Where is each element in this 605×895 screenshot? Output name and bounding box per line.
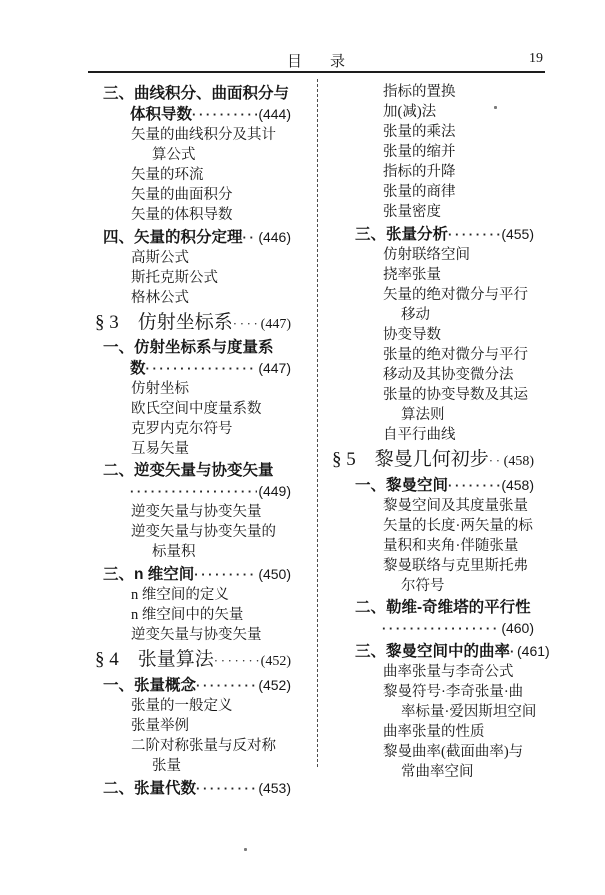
toc-entry-text: 标量积 <box>152 544 196 560</box>
toc-entry-right-30 <box>322 682 534 702</box>
toc-entry-left-34 <box>95 778 291 799</box>
toc-entry-left-20 <box>95 481 291 502</box>
toc-entry-left-9 <box>95 248 291 268</box>
toc-entry-left-11 <box>95 288 291 308</box>
toc-entry-text: 矢量的环流 <box>131 167 204 183</box>
toc-entry-text: 常曲率空间 <box>401 764 474 780</box>
toc-entry-text: 曲率张量的性质 <box>383 724 485 740</box>
toc-entry-right-3 <box>322 122 534 142</box>
dot-leader <box>214 649 260 672</box>
toc-entry-left-12 <box>95 312 291 336</box>
toc-entry-right-32 <box>322 722 534 742</box>
toc-entry-text: 二阶对称张量与反对称 <box>131 738 276 754</box>
toc-entry-text: 指标的升降 <box>383 164 456 180</box>
toc-entry-text: 挠率张量 <box>383 267 441 283</box>
toc-entry-right-4 <box>322 142 534 162</box>
toc-entry-text: 互易矢量 <box>131 441 189 457</box>
toc-entry-text: 率标量·爱因斯坦空间 <box>401 704 537 720</box>
toc-entry-right-18 <box>322 425 534 445</box>
toc-column-left <box>95 82 291 799</box>
toc-entry-page-number: (447) <box>258 360 291 376</box>
toc-entry-right-27 <box>322 618 534 639</box>
toc-entry-page-number: (453) <box>258 780 291 796</box>
toc-entry-right-26 <box>322 598 534 618</box>
toc-entry-text: 自平行曲线 <box>383 427 456 443</box>
scan-artifact-dot-2 <box>244 848 247 851</box>
dot-leader <box>130 482 257 502</box>
toc-entry-right-33 <box>322 742 534 762</box>
toc-entry-text: 三、n 维空间 <box>103 566 195 583</box>
toc-entry-text: 高斯公式 <box>131 250 189 266</box>
toc-entry-left-4 <box>95 145 291 165</box>
toc-entry-text: 一、仿射坐标系与度量系 <box>103 339 274 356</box>
toc-entry-left-31 <box>95 716 291 736</box>
toc-entry-text: 矢量的长度·两矢量的标 <box>383 518 533 534</box>
toc-entry-left-2 <box>95 104 291 125</box>
dot-leader <box>233 312 260 335</box>
toc-entry-text: 二、逆变矢量与协变矢量 <box>103 462 274 479</box>
toc-entry-page-number: (461) <box>517 643 550 659</box>
toc-entry-text: 张量的商律 <box>383 184 456 200</box>
toc-entry-text: 格林公式 <box>131 290 189 306</box>
toc-entry-right-5 <box>322 162 534 182</box>
toc-entry-page-number: (447) <box>260 317 291 332</box>
dot-leader <box>146 359 258 379</box>
toc-entry-left-19 <box>95 461 291 481</box>
toc-entry-left-29 <box>95 675 291 696</box>
page-title-char-1: 目 <box>286 54 303 70</box>
toc-entry-text: n 维空间中的矢量 <box>131 607 244 623</box>
toc-entry-text: 三、张量分析 <box>355 226 449 243</box>
dot-leader <box>382 619 500 639</box>
page-number: 19 <box>529 51 543 66</box>
toc-entry-text: 算公式 <box>152 147 196 163</box>
toc-entry-right-1 <box>322 82 534 102</box>
toc-entry-page-number: (455) <box>501 226 534 242</box>
scan-artifact-dot-1 <box>494 106 497 109</box>
toc-entry-right-22 <box>322 516 534 536</box>
toc-entry-text: 逆变矢量与协变矢量的 <box>131 524 276 540</box>
toc-entry-left-8 <box>95 227 291 248</box>
toc-entry-left-5 <box>95 165 291 185</box>
toc-entry-text: 黎曼联络与克里斯托弗 <box>383 558 528 574</box>
toc-entry-right-31 <box>322 702 537 722</box>
toc-entry-text: 三、曲线积分、曲面积分与 <box>103 85 290 102</box>
toc-entry-right-12 <box>322 305 534 325</box>
toc-entry-page-number: (452) <box>258 677 291 693</box>
toc-entry-left-21 <box>95 502 291 522</box>
toc-entry-text: 矢量的绝对微分与平行 <box>383 287 528 303</box>
toc-entry-text: 二、张量代数 <box>103 780 197 797</box>
toc-entry-text: § 4 张量算法 <box>95 649 214 670</box>
toc-entry-left-1 <box>95 84 291 104</box>
toc-entry-left-16 <box>95 399 291 419</box>
toc-entry-text: 黎曼符号·李奇张量·曲 <box>383 684 524 700</box>
page-title <box>287 50 346 71</box>
toc-entry-text: 矢量的曲线积分及其计 <box>131 127 276 143</box>
toc-entry-text: 四、矢量的积分定理 <box>103 229 243 246</box>
toc-entry-text: 张量 <box>152 758 181 774</box>
toc-entry-text: 一、黎曼空间 <box>355 477 449 494</box>
toc-entry-left-10 <box>95 268 291 288</box>
toc-entry-page-number: (460) <box>501 620 534 636</box>
toc-entry-left-7 <box>95 205 291 225</box>
toc-entry-right-25 <box>322 576 534 596</box>
toc-entry-page-number: (458) <box>503 454 534 469</box>
header-rule <box>88 71 545 73</box>
toc-entry-page-number: (446) <box>258 229 291 245</box>
toc-entry-text: 张量的一般定义 <box>131 698 233 714</box>
toc-entry-text: 协变导数 <box>383 327 441 343</box>
toc-entry-right-21 <box>322 496 534 516</box>
toc-entry-right-24 <box>322 556 534 576</box>
toc-entry-right-2 <box>322 102 534 122</box>
toc-entry-right-17 <box>322 405 534 425</box>
toc-entry-text: 张量的缩并 <box>383 144 456 160</box>
toc-entry-left-3 <box>95 125 291 145</box>
toc-entry-left-14 <box>95 358 291 379</box>
dot-leader <box>489 449 503 472</box>
toc-entry-text: 曲率张量与李奇公式 <box>383 664 514 680</box>
toc-entry-left-13 <box>95 338 291 358</box>
toc-entry-page-number: (452) <box>260 654 291 669</box>
toc-entry-page-number: (450) <box>258 566 291 582</box>
toc-entry-right-7 <box>322 202 534 222</box>
toc-entry-left-33 <box>95 756 291 776</box>
toc-entry-text: 加(减)法 <box>383 104 437 120</box>
toc-entry-left-18 <box>95 439 291 459</box>
toc-entry-text: 矢量的曲面积分 <box>131 187 233 203</box>
toc-entry-right-16 <box>322 385 534 405</box>
toc-entry-page-number: (449) <box>258 483 291 499</box>
toc-entry-left-26 <box>95 605 291 625</box>
toc-entry-right-11 <box>322 285 534 305</box>
toc-entry-right-13 <box>322 325 534 345</box>
toc-entry-text: 尔符号 <box>401 578 445 594</box>
toc-entry-right-34 <box>322 762 534 782</box>
dot-leader <box>448 225 500 245</box>
toc-entry-right-6 <box>322 182 534 202</box>
toc-entry-right-29 <box>322 662 534 682</box>
toc-column-right <box>322 82 550 782</box>
toc-entry-text: 移动 <box>401 307 430 323</box>
toc-entry-right-28 <box>322 641 550 662</box>
toc-entry-text: 张量的乘法 <box>383 124 456 140</box>
toc-entry-text: 三、黎曼空间中的曲率 <box>355 643 511 660</box>
toc-entry-left-25 <box>95 585 291 605</box>
toc-entry-left-22 <box>95 522 291 542</box>
toc-entry-text: § 5 黎曼几何初步 <box>332 449 489 470</box>
toc-entry-text: 仿射坐标 <box>131 381 189 397</box>
toc-entry-text: 克罗内克尔符号 <box>131 421 233 437</box>
toc-entry-text: 仿射联络空间 <box>383 247 470 263</box>
toc-entry-text: 逆变矢量与协变矢量 <box>131 627 262 643</box>
toc-entry-text: 黎曼曲率(截面曲率)与 <box>383 744 524 760</box>
dot-leader <box>243 228 258 248</box>
dot-leader <box>448 476 500 496</box>
toc-entry-text: 张量的协变导数及其运 <box>383 387 528 403</box>
toc-entry-page-number: (458) <box>501 477 534 493</box>
toc-entry-right-8 <box>322 224 534 245</box>
toc-entry-text: 斯托克斯公式 <box>131 270 218 286</box>
toc-entry-left-23 <box>95 542 291 562</box>
dot-leader <box>194 565 257 585</box>
toc-entry-right-20 <box>322 475 534 496</box>
toc-entry-left-27 <box>95 625 291 645</box>
toc-entry-text: § 3 仿射坐标系 <box>95 312 233 333</box>
page-header <box>88 48 545 70</box>
toc-entry-text: 数 <box>130 360 146 377</box>
toc-entry-text: 张量密度 <box>383 204 441 220</box>
toc-entry-text: 一、张量概念 <box>103 677 197 694</box>
toc-entry-text: 体积导数 <box>130 106 193 123</box>
toc-entry-left-30 <box>95 696 291 716</box>
toc-entry-text: 移动及其协变微分法 <box>383 367 514 383</box>
page-title-char-2: 录 <box>330 54 347 70</box>
toc-entry-left-17 <box>95 419 291 439</box>
toc-entry-right-9 <box>322 245 534 265</box>
toc-entry-text: 张量的绝对微分与平行 <box>383 347 528 363</box>
toc-entry-right-15 <box>322 365 534 385</box>
dot-leader <box>196 779 257 799</box>
toc-entry-text: 二、勒维-奇维塔的平行性 <box>355 599 531 616</box>
toc-entry-text: n 维空间的定义 <box>131 587 229 603</box>
toc-entry-text: 矢量的体积导数 <box>131 207 233 223</box>
toc-entry-right-14 <box>322 345 534 365</box>
toc-entry-right-10 <box>322 265 534 285</box>
toc-entry-left-32 <box>95 736 291 756</box>
toc-entry-left-6 <box>95 185 291 205</box>
toc-entry-text: 算法则 <box>401 407 445 423</box>
dot-leader <box>196 676 257 696</box>
column-divider <box>317 79 318 767</box>
toc-entry-left-28 <box>95 649 291 673</box>
toc-entry-text: 量积和夹角·伴随张量 <box>383 538 519 554</box>
toc-entry-right-23 <box>322 536 534 556</box>
toc-entry-left-24 <box>95 564 291 585</box>
toc-entry-text: 逆变矢量与协变矢量 <box>131 504 262 520</box>
toc-entry-text: 张量举例 <box>131 718 189 734</box>
toc-entry-text: 黎曼空间及其度量张量 <box>383 498 528 514</box>
toc-entry-text: 指标的置换 <box>383 84 456 100</box>
toc-entry-text: 欧氏空间中度量系数 <box>131 401 262 417</box>
toc-entry-right-19 <box>322 449 534 473</box>
toc-entry-left-15 <box>95 379 291 399</box>
dot-leader <box>192 105 257 125</box>
toc-entry-page-number: (444) <box>258 106 291 122</box>
